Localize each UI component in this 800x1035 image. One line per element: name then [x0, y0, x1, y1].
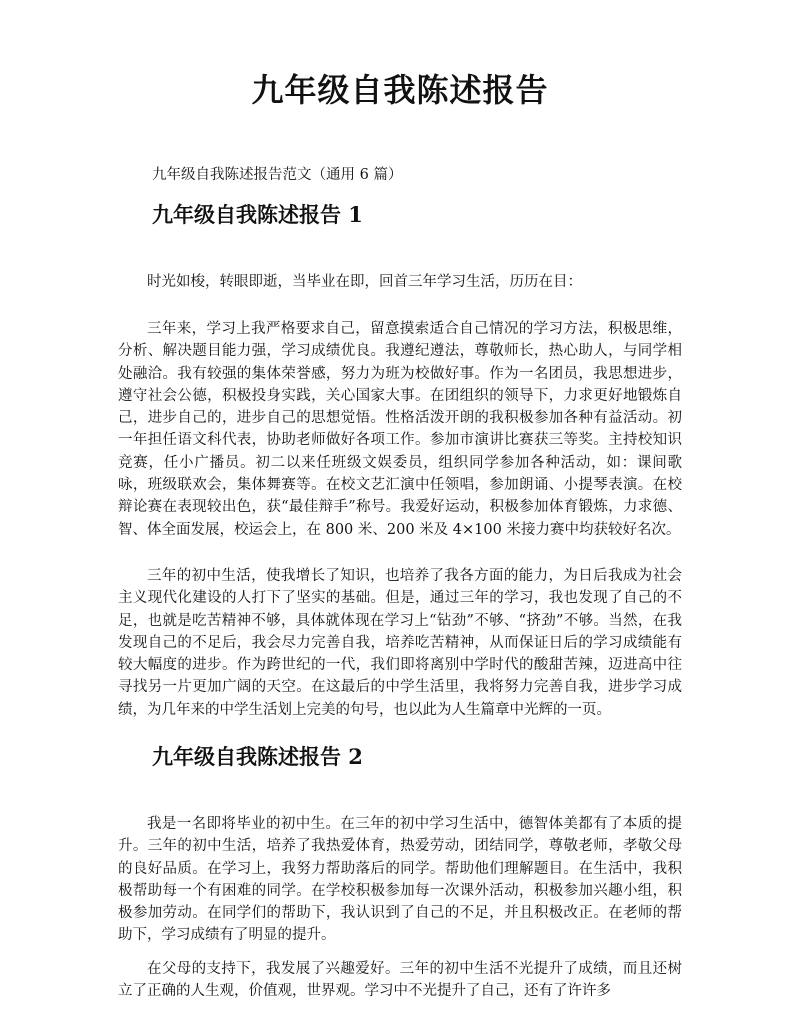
section-2-paragraph-1: 我是一名即将毕业的初中生。在三年的初中学习生活中，德智体美都有了本质的提升。三年的初中生活，培养了我热爱体育，热爱劳动，团结同学，尊敬老师，孝敬父母的良好品质。在学习上，我努力帮助落后的同学。帮助他们理解题目。在生活中，我积极帮助每一个有困难的同学。在学校积极参加每一次课外活动，积极参加兴趣小组，积极参加劳动。在同学们的帮助下，我认识到了自己的不足，并且积极改正。在老师的帮助下，学习成绩有了明显的提升。: [118, 816, 682, 944]
section-1-paragraph-3: 三年的初中生活，使我增长了知识，也培养了我各方面的能力，为日后我成为社会主义现代化建设的人打下了坚实的基础。但是，通过三年的学习，我也发现了自己的不足，也就是吃苦精神不够，具体就体现在学习上“钻劲”不够、“挤劲”不够。当然，在我发现自己的不足后，我会尽力完善自我，培养吃苦精神，从而保证日后的学习成绩能有较大幅度的进步。作为跨世纪的一代，我们即将离别中学时代的酸甜苦辣，迈进高中往寻找另一片更加广阔的天空。在这最后的中学生活里，我将努力完善自我，进步学习成绩，为几年来的中学生活划上完美的句号，也以此为人生篇章中光辉的一页。: [118, 568, 682, 718]
section-2-paragraph-2: 在父母的支持下，我发展了兴趣爱好。三年的初中生活不光提升了成绩，而且还树立了正确的人生观，价值观，世界观。学习中不光提升了自己，还有了许许多: [118, 961, 682, 1000]
document-subtitle: 九年级自我陈述报告范文（通用 6 篇）: [152, 167, 403, 183]
section-heading-1: 九年级自我陈述报告 1: [152, 202, 363, 227]
section-heading-2: 九年级自我陈述报告 2: [152, 744, 363, 769]
section-1-paragraph-2: 三年来，学习上我严格要求自己，留意摸索适合自己情况的学习方法，积极思维，分析、解决题目能力强，学习成绩优良。我遵纪遵法，尊敬师长，热心助人，与同学相处融洽。我有较强的集体荣誉感，努力为班为校做好事。作为一名团员，我思想进步，遵守社会公德，积极投身实践，关心国家大事。在团组织的领导下，力求更好地锻炼自己，进步自己的，进步自己的思想觉悟。性格活泼开朗的我积极参加各种有益活动。初一年担任语文科代表，协助老师做好各项工作。参加市演讲比赛获三等奖。主持校知识竞赛，任小广播员。初二以来任班级文娱委员，组织同学参加各种活动，如：课间歌咏，班级联欢会，集体舞赛等。在校文艺汇演中任领唱，参加朗诵、小提琴表演。在校辩论赛在表现较出色，获“最佳辩手”称号。我爱好运动，积极参加体育锻炼，力求德、智、体全面发展，校运会上，在 800 米、200 米及 4×100 米接力赛中均获较好名次。: [118, 321, 682, 538]
document-title: 九年级自我陈述报告: [251, 71, 549, 109]
section-1-paragraph-1: 时光如梭，转眼即逝，当毕业在即，回首三年学习生活，历历在目：: [147, 274, 582, 290]
